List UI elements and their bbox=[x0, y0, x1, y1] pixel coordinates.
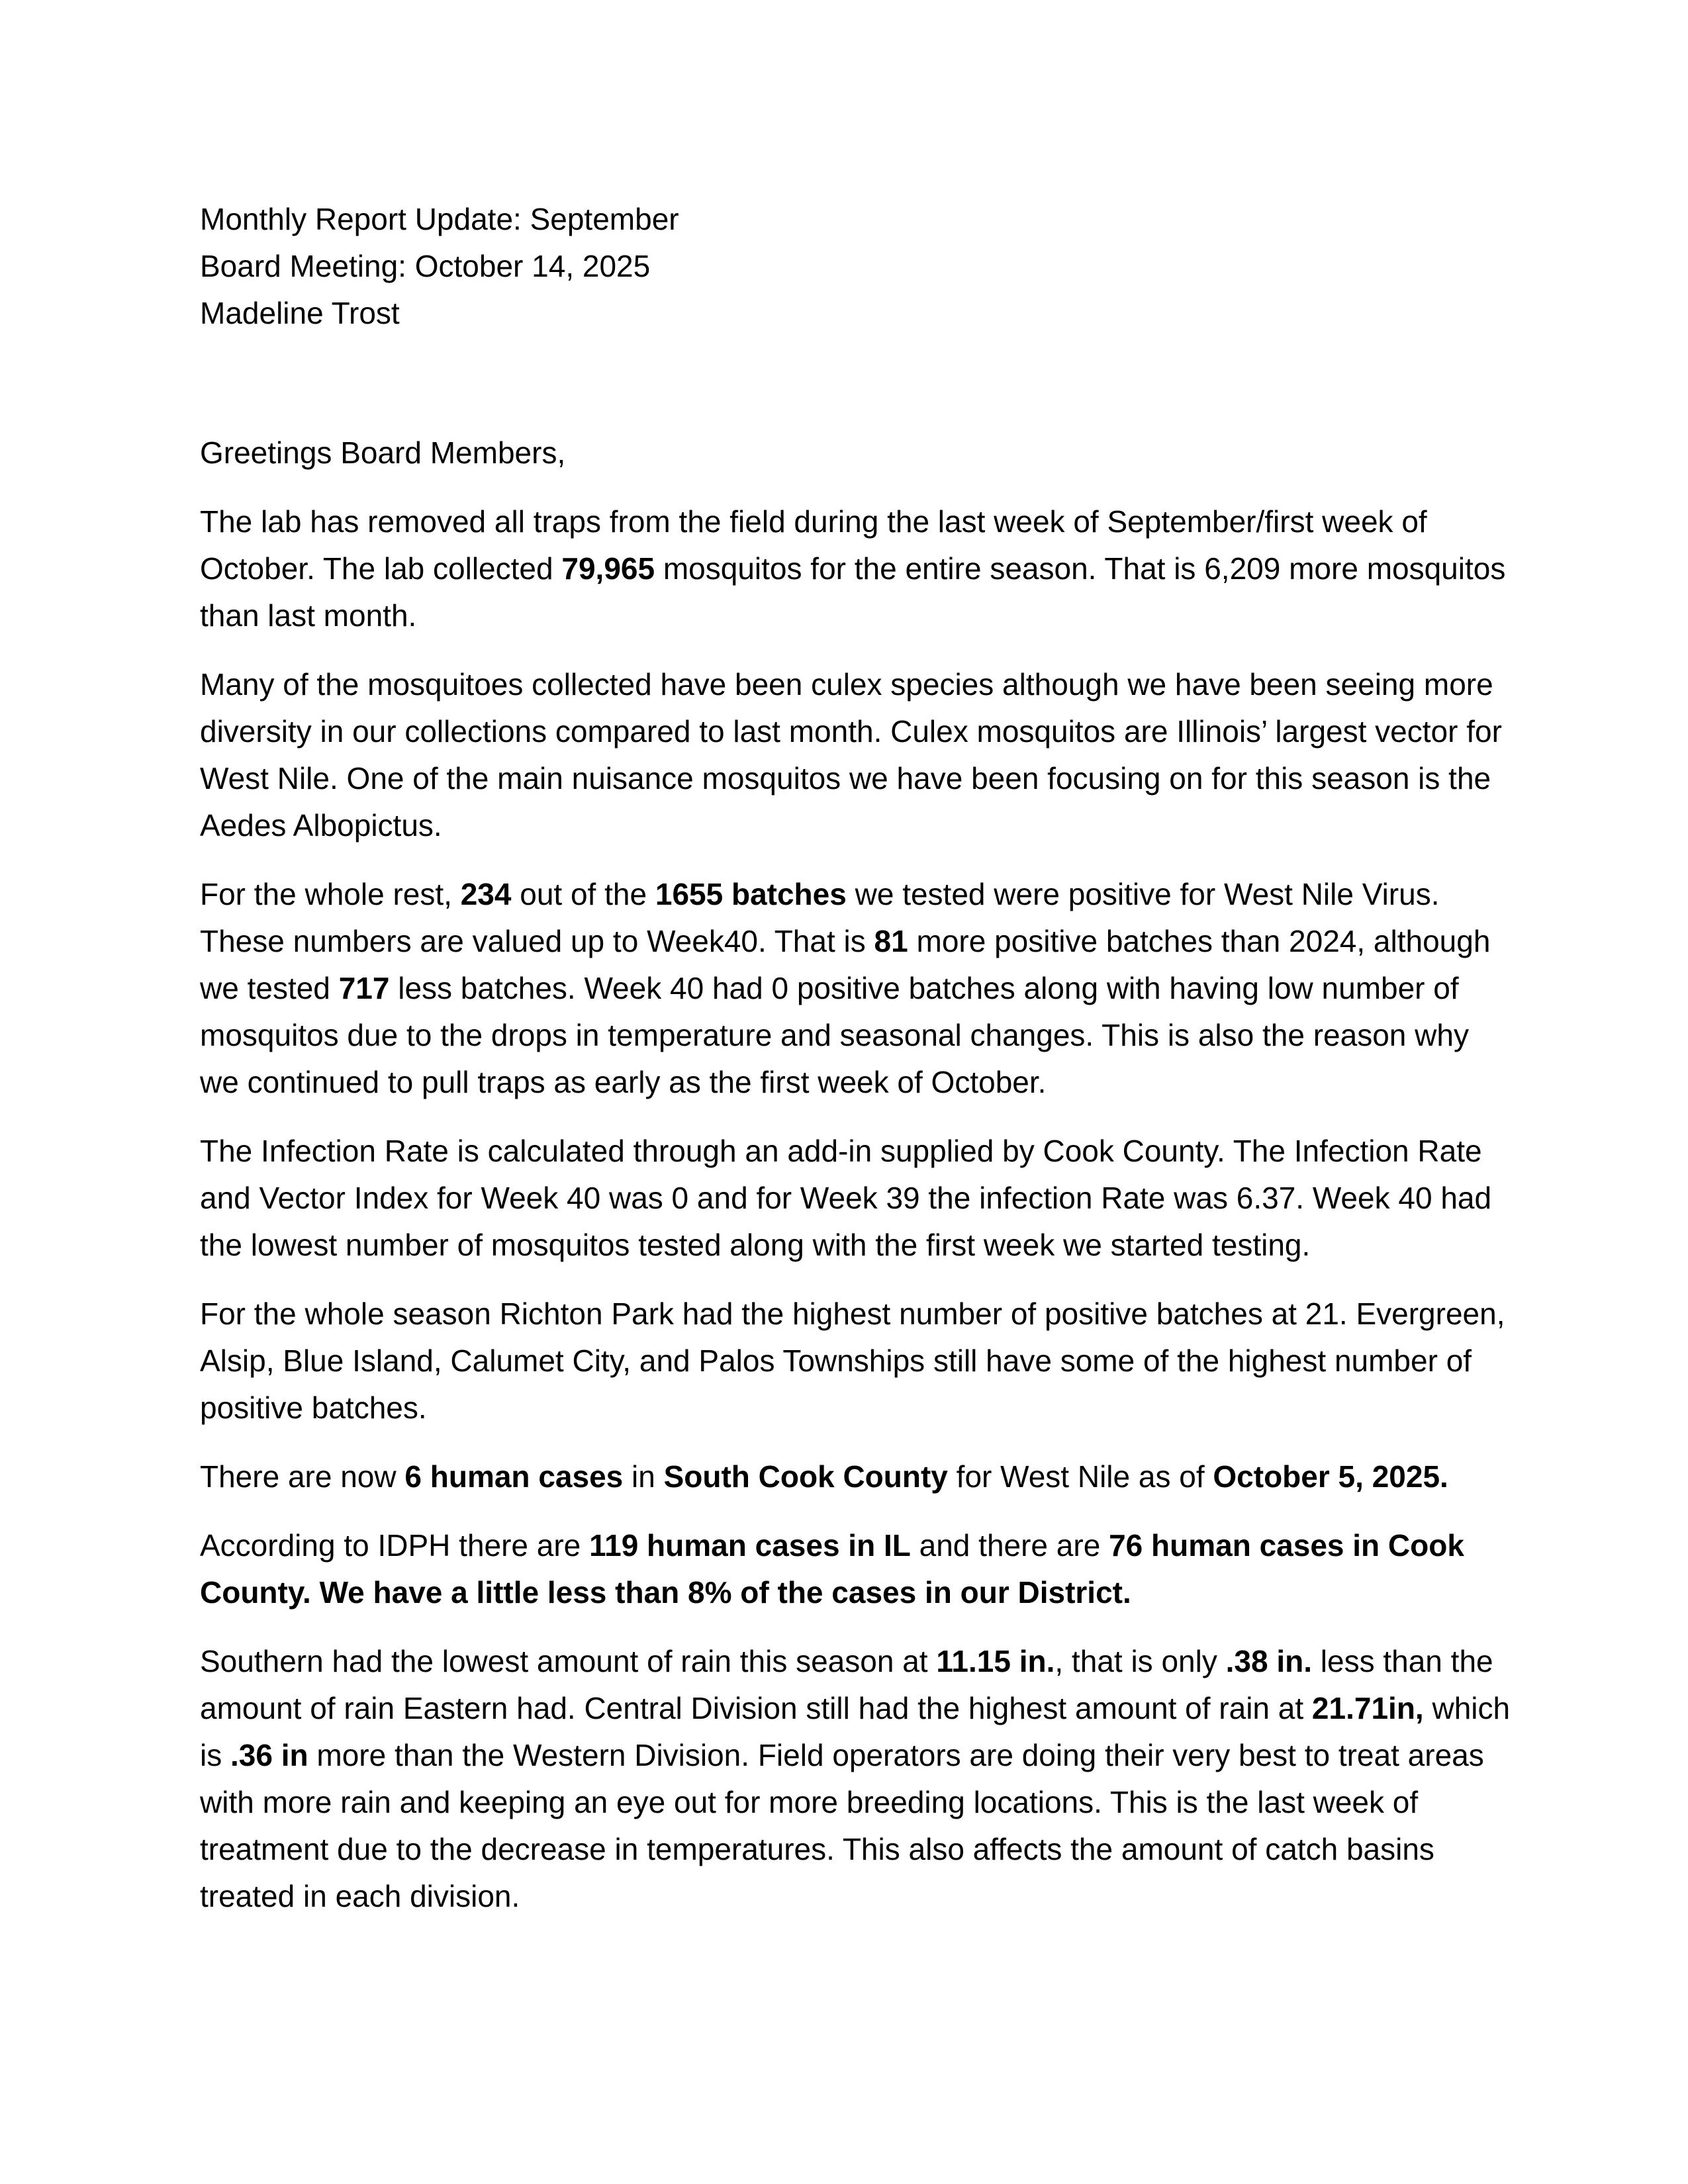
bold-text: October 5, 2025. bbox=[1213, 1459, 1448, 1494]
paragraph-townships bbox=[200, 1291, 1511, 1432]
text: The Infection Rate is calculated through an add-in supplied by Cook County. The Infection Rate and Vector Index for Week 40 was 0 and for Week 39 the infection Rate was 6.37. Week 40 had the lowest number of mosquitos tested along with the first week we started testing. bbox=[200, 1134, 1492, 1262]
report-title: Monthly Report Update: September bbox=[200, 202, 679, 236]
text: For the whole rest, bbox=[200, 877, 461, 911]
text: For the whole season Richton Park had the highest number of positive batches at 21. Evergreen, Alsip, Blue Island, Calumet City, and Palos Townships still have some of the highest number of positive batches. bbox=[200, 1297, 1505, 1425]
text: more than the Western Division. Field operators are doing their very best to treat areas with more rain and keeping an eye out for more breeding locations. This is the last week of treatment due to the decrease in temperatures. This also affects the amount of catch basins treated in each division. bbox=[200, 1738, 1484, 1913]
paragraph-positive-batches bbox=[200, 871, 1511, 1106]
text: There are now bbox=[200, 1459, 405, 1494]
paragraph-species bbox=[200, 661, 1511, 849]
text: Southern had the lowest amount of rain this season at bbox=[200, 1644, 937, 1678]
text: The lab has removed all traps from the field during the last week of September/first week of October. The lab collected bbox=[200, 504, 1427, 586]
bold-text: .36 in bbox=[230, 1738, 308, 1772]
text: According to IDPH there are bbox=[200, 1528, 590, 1563]
paragraph-human-cases-south-cook bbox=[200, 1453, 1511, 1500]
text: for West Nile as of bbox=[947, 1459, 1213, 1494]
bold-text: 79,965 bbox=[561, 551, 655, 586]
bold-text: 21.71in, bbox=[1311, 1691, 1424, 1725]
text: , that is only bbox=[1055, 1644, 1226, 1678]
meeting-date: Board Meeting: October 14, 2025 bbox=[200, 249, 651, 283]
text: less batches. Week 40 had 0 positive batches along with having low number of mosquitos due to the drops in temperature and seasonal changes. This is also the reason why we continued to pull traps as early as the first week of October. bbox=[200, 971, 1469, 1099]
author-name: Madeline Trost bbox=[200, 296, 400, 330]
paragraph-infection-rate bbox=[200, 1128, 1511, 1269]
text: which is bbox=[200, 1691, 1511, 1772]
bold-text: 234 bbox=[460, 877, 512, 911]
bold-text: 717 bbox=[338, 971, 390, 1005]
bold-text: 119 human cases in IL bbox=[589, 1528, 911, 1563]
report-document bbox=[200, 196, 1511, 1942]
bold-text: 11.15 in. bbox=[936, 1644, 1055, 1678]
text: we tested were positive for West Nile Virus. These numbers are valued up to Week40. That is bbox=[200, 877, 1440, 958]
bold-text: .38 in. bbox=[1225, 1644, 1312, 1678]
paragraph-idph-cases bbox=[200, 1522, 1511, 1616]
text: more positive batches than 2024, although we tested bbox=[200, 924, 1491, 1005]
greeting: Greetings Board Members, bbox=[200, 435, 566, 470]
bold-text: South Cook County bbox=[663, 1459, 948, 1494]
report-header bbox=[200, 196, 1511, 337]
bold-text: 76 human cases in Cook County. We have a little less than 8% of the cases in our District. bbox=[200, 1528, 1464, 1610]
text: mosquitos for the entire season. That is 6,209 more mosquitos than last month. bbox=[200, 551, 1506, 633]
text: in bbox=[623, 1459, 664, 1494]
paragraph-trap-collection bbox=[200, 498, 1511, 639]
bold-text: 81 bbox=[874, 924, 908, 958]
bold-text: 1655 batches bbox=[655, 877, 847, 911]
text: less than the amount of rain Eastern had. Central Division still had the highest amount of rain at bbox=[200, 1644, 1493, 1725]
text: and there are bbox=[910, 1528, 1109, 1563]
text: out of the bbox=[511, 877, 655, 911]
bold-text: 6 human cases bbox=[404, 1459, 624, 1494]
paragraph-rainfall bbox=[200, 1638, 1511, 1920]
text: Many of the mosquitoes collected have been culex species although we have been seeing more diversity in our collections compared to last month. Culex mosquitos are Illinois’ largest vector for West Nile. One of the main nuisance mosquitos we have been focusing on for this season is the Aedes Albopictus. bbox=[200, 667, 1502, 842]
